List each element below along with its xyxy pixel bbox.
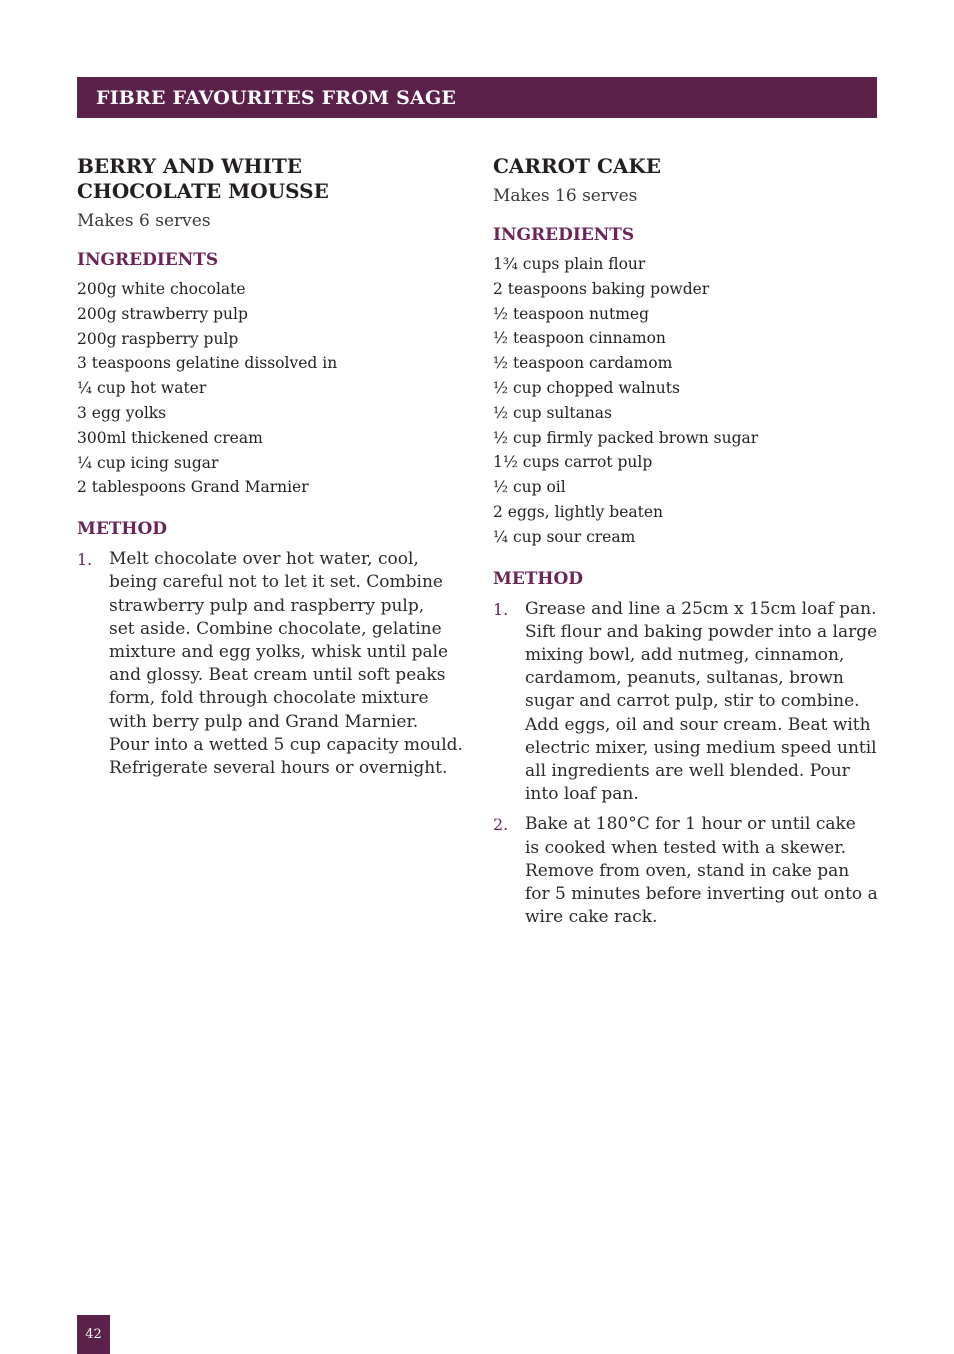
step-line: all ingredients are well blended. Pour	[525, 760, 850, 781]
step-line: Sift flour and baking powder into a large	[525, 621, 878, 642]
ingredients-heading: INGREDIENTS	[493, 225, 635, 245]
ingredients-list	[77, 277, 462, 500]
page-number: 42	[85, 1327, 102, 1342]
step-line: into loaf pan.	[525, 784, 639, 805]
step-text	[109, 548, 463, 780]
step-line: is cooked when tested with a skewer.	[525, 837, 846, 858]
step-line: for 5 minutes before inverting out onto a	[525, 884, 878, 904]
step-number: 1.	[77, 550, 93, 570]
ingredient-item: ¼ cup hot water	[77, 379, 207, 398]
ingredient-item: ¼ cup sour cream	[493, 527, 636, 546]
step-line: mixing bowl, add nutmeg, cinnamon,	[525, 644, 845, 665]
recipe-serves: Makes 6 serves	[77, 211, 211, 231]
step-line: Remove from oven, stand in cake pan	[525, 860, 850, 881]
ingredient-item: 2 tablespoons Grand Marnier	[77, 478, 309, 497]
step-line: and glossy. Beat cream until soft peaks	[109, 665, 446, 686]
step-line: sugar and carrot pulp, stir to combine.	[525, 691, 860, 712]
ingredient-item: 2 eggs, lightly beaten	[493, 502, 664, 521]
ingredient-item: 300ml thickened cream	[77, 428, 263, 447]
recipe-title	[493, 154, 879, 179]
ingredient-item: 1¾ cups plain flour	[493, 255, 646, 273]
ingredient-item: 1½ cups carrot pulp	[493, 453, 653, 472]
ingredients-heading: INGREDIENTS	[77, 250, 219, 270]
ingredient-item: ½ cup chopped walnuts	[493, 378, 680, 397]
method-step	[493, 813, 879, 929]
recipe-title-line: CHOCOLATE MOUSSE	[77, 179, 329, 203]
recipe-title	[77, 154, 462, 204]
step-number: 2.	[493, 815, 509, 835]
ingredient-item: ½ teaspoon nutmeg	[493, 304, 650, 323]
method-list	[77, 548, 462, 780]
step-line: Grease and line a 25cm x 15cm loaf pan.	[525, 598, 877, 619]
ingredients-list	[493, 252, 879, 550]
ingredient-item: 3 egg yolks	[77, 403, 167, 422]
recipe-title-line: BERRY AND WHITE	[77, 154, 302, 178]
recipe-berry-mousse	[77, 154, 462, 787]
ingredient-item: 200g strawberry pulp	[77, 304, 248, 323]
ingredient-item: 2 teaspoons baking powder	[493, 279, 710, 298]
recipe-title-line: CARROT CAKE	[493, 154, 662, 178]
step-text	[525, 813, 879, 929]
page-number-badge	[77, 1315, 110, 1354]
ingredient-item: 200g raspberry pulp	[77, 329, 239, 348]
step-text	[525, 598, 879, 807]
ingredient-item: 3 teaspoons gelatine dissolved in	[77, 354, 338, 373]
method-heading: METHOD	[493, 568, 584, 589]
recipe-serves: Makes 16 serves	[493, 186, 638, 206]
step-line: form, fold through chocolate mixture	[109, 688, 429, 709]
ingredient-item: ½ teaspoon cinnamon	[493, 329, 666, 348]
ingredient-item: ½ cup firmly packed brown sugar	[493, 428, 759, 447]
step-line: wire cake rack.	[525, 907, 658, 928]
ingredient-item: 200g white chocolate	[77, 280, 246, 298]
banner-title: FIBRE FAVOURITES FROM SAGE	[96, 86, 457, 109]
method-list	[493, 598, 879, 930]
ingredient-item: ½ cup oil	[493, 478, 566, 497]
step-line: set aside. Combine chocolate, gelatine	[109, 618, 442, 639]
step-line: Melt chocolate over hot water, cool,	[109, 549, 419, 570]
ingredient-item: ½ teaspoon cardamom	[493, 354, 673, 373]
step-line: Pour into a wetted 5 cup capacity mould.	[109, 734, 463, 755]
method-step	[493, 598, 879, 807]
ingredient-item: ½ cup sultanas	[493, 403, 613, 422]
step-line: Bake at 180°C for 1 hour or until cake	[525, 814, 856, 835]
step-line: with berry pulp and Grand Marnier.	[109, 711, 419, 732]
step-line: electric mixer, using medium speed until	[525, 737, 877, 758]
step-number: 1.	[493, 599, 509, 619]
recipe-carrot-cake	[493, 154, 879, 936]
ingredient-item: ¼ cup icing sugar	[77, 453, 219, 472]
step-line: cardamom, peanuts, sultanas, brown	[525, 668, 844, 689]
section-banner	[77, 77, 877, 118]
method-step	[77, 548, 462, 780]
method-heading: METHOD	[77, 519, 168, 540]
step-line: strawberry pulp and raspberry pulp,	[109, 595, 425, 616]
step-line: mixture and egg yolks, whisk until pale	[109, 641, 449, 662]
step-line: being careful not to let it set. Combine	[109, 572, 443, 593]
step-line: Add eggs, oil and sour cream. Beat with	[525, 714, 871, 735]
step-line: Refrigerate several hours or overnight.	[109, 758, 448, 778]
